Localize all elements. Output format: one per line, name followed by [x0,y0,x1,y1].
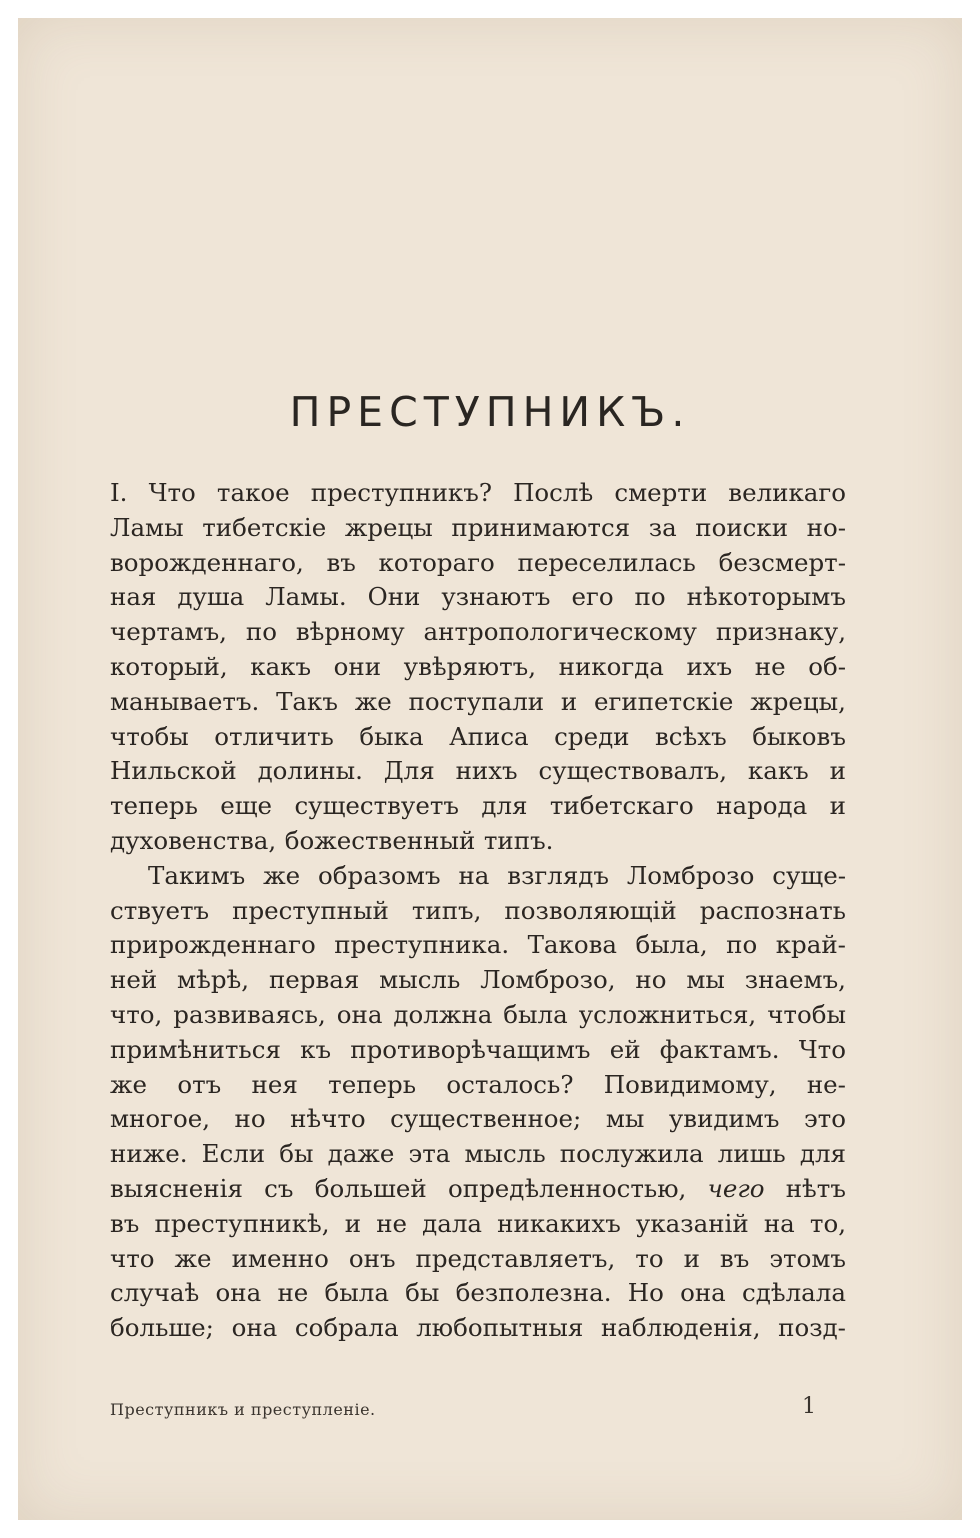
word: край- [775,930,846,960]
word: для [799,1139,846,1169]
word: Ломброзо, [480,965,616,995]
word: она [231,1313,278,1343]
word: этомъ [769,1243,846,1273]
word: Если [201,1139,266,1169]
word: мысль [379,965,461,995]
word: быка [359,721,424,751]
chapter-title: ПРЕСТУПНИКЪ. [289,388,691,436]
word: взглядъ [507,860,609,890]
word: собрала [294,1313,399,1343]
word: тибетскаго [549,791,694,821]
word: Ламы [110,512,184,542]
text-line [110,894,846,929]
word: нея [251,1069,298,1099]
word: на [763,1208,795,1238]
word: она [336,999,383,1029]
text-line [110,824,846,859]
text-line [110,720,846,755]
word: противорѣчащимъ [350,1034,591,1064]
word: Такова [527,930,618,960]
page-footer [110,1394,846,1428]
word: осталось? [446,1069,574,1099]
word: Но [627,1278,664,1308]
word: безполезна. [455,1278,612,1308]
word: это [803,1104,846,1134]
word: безсмерт- [718,547,846,577]
word: увидимъ [668,1104,780,1134]
text-line [110,1242,846,1277]
word: но- [806,512,846,542]
footer-book-title: Преступникъ и преступленіе. [110,1400,376,1419]
word: такое [216,478,290,507]
text-line [110,963,846,998]
word: какъ [747,756,809,786]
word: Что [798,1034,846,1064]
word: Такъ [276,686,338,716]
word: примѣниться [110,1034,281,1064]
word: увѣряютъ, [403,651,537,681]
text-line [110,685,846,720]
word: для [481,791,528,821]
word: узнаютъ [441,582,551,612]
word: онъ [348,1243,396,1273]
word: его [571,582,614,612]
word: позволяющій [504,895,677,925]
word: который, [110,651,228,681]
word: I. [110,478,128,507]
word: развиваясь, [173,999,326,1029]
text-line [110,615,846,650]
word: представляетъ, [415,1243,616,1273]
word: теперь [110,791,198,821]
word: ниже. [110,1139,188,1169]
word: бы [279,1139,314,1169]
word: существовалъ, [538,756,728,786]
word: лишь [717,1139,786,1169]
word: преступника. [334,930,510,960]
word: по [245,617,277,647]
word: преступникъ? [310,478,492,507]
signature-number: 1 [802,1394,816,1419]
text-line [110,650,846,685]
word: мѣрѣ, [177,965,250,995]
word: духовенства, [110,825,277,855]
word: именно [231,1243,329,1273]
word: не [376,1208,408,1238]
book-page [18,18,962,1520]
word: египетскіе [594,686,734,716]
word: преступный [232,895,389,925]
word: жрецы, [750,686,846,716]
word: типъ. [483,825,554,855]
word: ей [609,1034,641,1064]
word: указаній [635,1208,749,1238]
text-line [110,754,846,789]
word: наблюденія, [600,1313,761,1343]
text-line [110,998,846,1033]
word: мысль [464,1139,546,1169]
word: то, [809,1208,846,1238]
word: существуетъ [294,791,459,821]
word: еще [220,791,273,821]
word: Послѣ [513,478,594,507]
word: об- [808,651,846,681]
word: чтобы [110,721,189,751]
word: была [503,999,568,1029]
word: чего [707,1173,765,1203]
word: суще- [772,860,846,890]
word: ихъ [686,651,733,681]
word: душа [177,582,245,612]
text-line [110,476,846,511]
word: Нильской [110,756,237,786]
word: распознать [699,895,846,925]
word: существенное; [390,1104,582,1134]
word: не [754,651,786,681]
word: многое, [110,1104,211,1134]
word: великаго [728,478,846,507]
word: но [234,1104,266,1134]
word: случаѣ [110,1278,200,1308]
text-line [110,546,846,581]
word: народа [716,791,808,821]
word: и [560,686,578,716]
word: Что [148,478,196,507]
word: долины. [257,756,363,786]
word: вѣрному [295,617,405,647]
word: всѣхъ [655,721,727,751]
text-line [110,1102,846,1137]
word: отъ [177,1069,222,1099]
word: даже [327,1139,395,1169]
word: знаемъ, [744,965,846,995]
word: поступали [408,686,545,716]
word: больше; [110,1313,214,1343]
word: же [174,1243,212,1273]
word: типъ, [411,895,482,925]
text-line [110,1276,846,1311]
word: въ [110,1208,140,1238]
word: сдѣлала [742,1278,846,1308]
word: ная [110,582,157,612]
word: божественный [284,825,476,855]
text-line [110,1207,846,1242]
word: она [680,1278,726,1308]
text-line [110,511,846,546]
text-line [110,1033,846,1068]
word: мы [605,1104,645,1134]
text-line [110,859,846,894]
word: была, [635,930,708,960]
word: ствуетъ [110,895,210,925]
word: признаку, [715,617,846,647]
word: поиски [695,512,789,542]
word: не [277,1278,309,1308]
text-line [110,1137,846,1172]
word: манываетъ. [110,686,260,716]
word: послужила [559,1139,704,1169]
word: любопытныя [416,1313,584,1343]
word: и [829,756,846,786]
text-line [110,928,846,963]
word: не- [806,1069,846,1099]
word: Аписа [449,721,529,751]
word: съ [264,1173,294,1203]
word: теперь [328,1069,417,1099]
text-line [110,580,846,615]
word: выясненія [110,1173,243,1203]
word: то [635,1243,664,1273]
body-text [110,476,846,1346]
word: образомъ [318,860,441,890]
word: переселилась [517,547,696,577]
word: среди [554,721,630,751]
word: чертамъ, [110,617,227,647]
text-line [110,1172,846,1207]
word: и [683,1243,700,1273]
word: прирожденнаго [110,930,316,960]
word: Для [383,756,435,786]
word: же [354,686,392,716]
word: никакихъ [497,1208,621,1238]
word: антропологическому [423,617,697,647]
word: фактамъ. [659,1034,780,1064]
word: отличить [214,721,334,751]
word: и [344,1208,362,1238]
text-line [110,1311,846,1346]
word: быковъ [752,721,846,751]
word: эта [408,1139,451,1169]
text-line [110,789,846,824]
word: большей [314,1173,427,1203]
word: котораго [378,547,495,577]
word: же [110,1069,148,1099]
word: жрецы [344,512,433,542]
word: но [635,965,667,995]
word: никогда [558,651,664,681]
word: преступникѣ, [154,1208,330,1238]
word: что [110,1243,155,1273]
word: позд- [778,1313,846,1343]
word: нѣчто [290,1104,366,1134]
word: смерти [614,478,708,507]
word: ней [110,965,158,995]
word: Они [367,582,421,612]
word: нѣтъ [785,1173,846,1203]
word: принимаются [451,512,631,542]
word: бы [405,1278,440,1308]
word: на [458,860,490,890]
text-line [110,1068,846,1103]
word: Ломброзо [626,860,755,890]
word: чтобы [767,999,846,1029]
word: же [263,860,301,890]
word: что, [110,999,163,1029]
word: опредѣленностью, [448,1173,687,1203]
word: дала [422,1208,483,1238]
word: мы [686,965,725,995]
word: она [215,1278,262,1308]
word: первая [268,965,360,995]
word: какъ [250,651,312,681]
word: и [829,791,846,821]
word: по [634,582,666,612]
word: Ламы. [265,582,347,612]
word: нѣкоторымъ [686,582,846,612]
word: была [324,1278,389,1308]
word: Такимъ [148,860,246,890]
word: по [726,930,758,960]
word: нихъ [455,756,518,786]
word: они [333,651,382,681]
word: ворожденнаго, [110,547,304,577]
word: въ [719,1243,750,1273]
word: къ [300,1034,332,1064]
word: тибетскіе [202,512,327,542]
word: за [648,512,677,542]
word: Повидимому, [603,1069,777,1099]
word: усложниться, [578,999,757,1029]
word: въ [326,547,356,577]
word: должна [393,999,493,1029]
